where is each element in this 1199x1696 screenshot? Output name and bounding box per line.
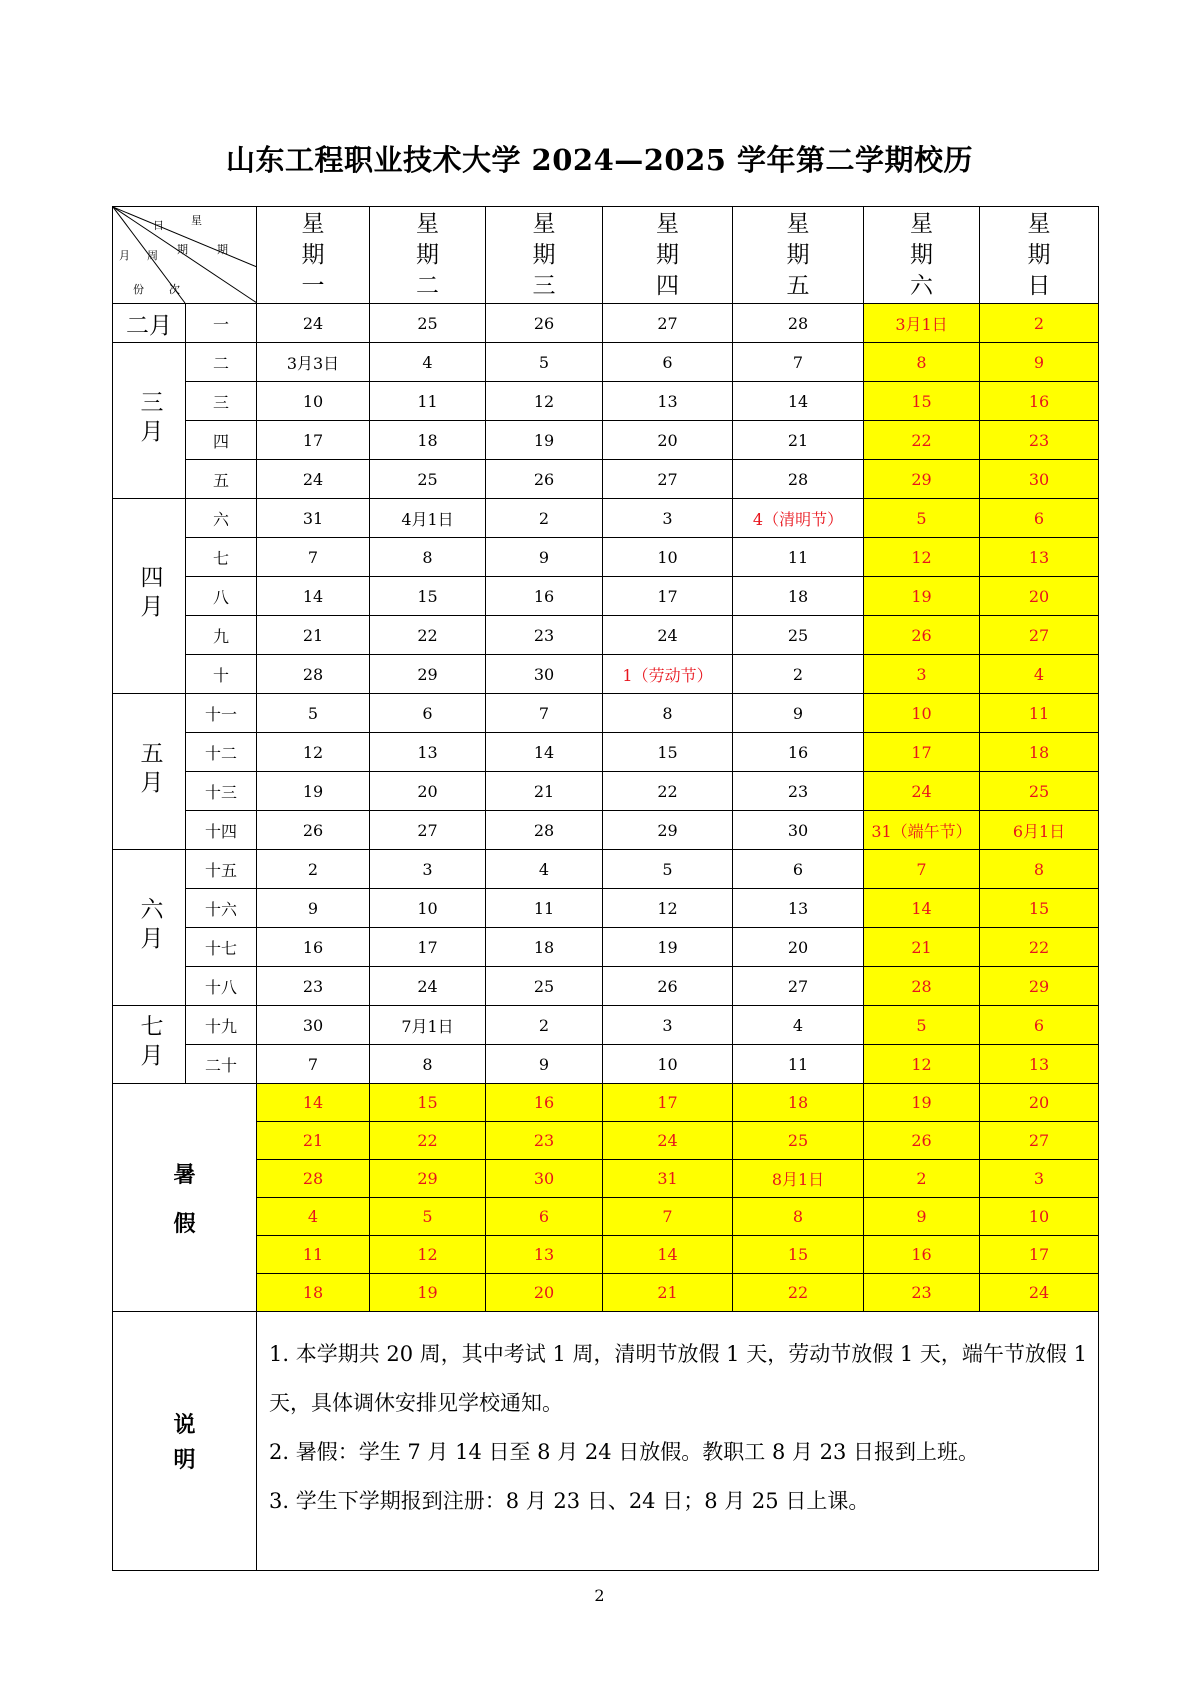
day-cell-sun: 25 bbox=[980, 772, 1099, 811]
summer-day-cell: 23 bbox=[864, 1274, 980, 1312]
day-cell-mon: 23 bbox=[257, 967, 370, 1006]
day-cell-thu: 3 bbox=[603, 499, 733, 538]
weekday-header-sun: 星 期 日 bbox=[980, 207, 1099, 304]
corner-header-cell bbox=[113, 207, 257, 304]
month-label-cell bbox=[113, 343, 186, 499]
day-cell-thu: 8 bbox=[603, 694, 733, 733]
note-item: 1. 本学期共 20 周，其中考试 1 周，清明节放假 1 天，劳动节放假 1 天，端午节放假 1 天，具体调休安排见学校通知。 bbox=[269, 1342, 1087, 1415]
week-number: 十六 bbox=[186, 889, 257, 928]
day-cell-thu: 20 bbox=[603, 421, 733, 460]
month-label-cell bbox=[113, 1006, 186, 1084]
day-cell-fri: 9 bbox=[733, 694, 864, 733]
day-cell-fri: 20 bbox=[733, 928, 864, 967]
week-number: 十 bbox=[186, 655, 257, 694]
day-cell-thu: 17 bbox=[603, 577, 733, 616]
summer-row bbox=[113, 1084, 1099, 1122]
day-cell-fri: 11 bbox=[733, 538, 864, 577]
week-number: 十三 bbox=[186, 772, 257, 811]
corner-label: 月 bbox=[119, 249, 130, 262]
week-number: 十二 bbox=[186, 733, 257, 772]
week-number: 九 bbox=[186, 616, 257, 655]
notes-label: 明 bbox=[173, 1447, 196, 1473]
week-number: 十九 bbox=[186, 1006, 257, 1045]
week-row bbox=[113, 811, 1099, 850]
day-cell-fri: 4 bbox=[733, 1006, 864, 1045]
day-cell-mon: 7 bbox=[257, 538, 370, 577]
day-cell-fri: 28 bbox=[733, 460, 864, 499]
day-cell-sat: 12 bbox=[864, 1045, 980, 1084]
day-cell-sun: 27 bbox=[980, 616, 1099, 655]
day-cell-wed: 2 bbox=[486, 499, 603, 538]
summer-day-cell: 8月1日 bbox=[733, 1160, 864, 1198]
day-cell-sat: 21 bbox=[864, 928, 980, 967]
page-title: 山东工程职业技术大学 2024—2025 学年第二学期校历 bbox=[225, 143, 974, 177]
summer-day-cell: 9 bbox=[864, 1198, 980, 1236]
week-row bbox=[113, 850, 1099, 889]
summer-label: 暑 bbox=[173, 1161, 196, 1188]
day-cell-fri: 16 bbox=[733, 733, 864, 772]
day-cell-sun: 13 bbox=[980, 1045, 1099, 1084]
summer-day-cell: 25 bbox=[733, 1122, 864, 1160]
day-cell-sun: 11 bbox=[980, 694, 1099, 733]
summer-day-cell: 24 bbox=[980, 1274, 1099, 1312]
day-cell-mon: 24 bbox=[257, 460, 370, 499]
week-number: 三 bbox=[186, 382, 257, 421]
day-cell-mon: 28 bbox=[257, 655, 370, 694]
day-cell-tue: 25 bbox=[370, 304, 486, 343]
summer-day-cell: 27 bbox=[980, 1122, 1099, 1160]
summer-day-cell: 18 bbox=[257, 1274, 370, 1312]
corner-label: 日 bbox=[153, 219, 164, 232]
week-number: 七 bbox=[186, 538, 257, 577]
month-label: 七月 bbox=[136, 1013, 163, 1072]
summer-day-cell: 3 bbox=[980, 1160, 1099, 1198]
week-row bbox=[113, 382, 1099, 421]
month-label-cell bbox=[113, 499, 186, 694]
summer-day-cell: 29 bbox=[370, 1160, 486, 1198]
day-cell-tue: 20 bbox=[370, 772, 486, 811]
day-cell-thu: 27 bbox=[603, 460, 733, 499]
week-row bbox=[113, 733, 1099, 772]
day-cell-sat: 5 bbox=[864, 499, 980, 538]
day-cell-wed: 12 bbox=[486, 382, 603, 421]
day-cell-sun: 8 bbox=[980, 850, 1099, 889]
day-cell-wed: 7 bbox=[486, 694, 603, 733]
summer-day-cell: 2 bbox=[864, 1160, 980, 1198]
day-cell-sat: 7 bbox=[864, 850, 980, 889]
summer-day-cell: 11 bbox=[257, 1236, 370, 1274]
week-row bbox=[113, 772, 1099, 811]
summer-day-cell: 18 bbox=[733, 1084, 864, 1122]
day-cell-mon: 16 bbox=[257, 928, 370, 967]
day-cell-sun: 6月1日 bbox=[980, 811, 1099, 850]
day-cell-thu: 27 bbox=[603, 304, 733, 343]
summer-day-cell: 31 bbox=[603, 1160, 733, 1198]
day-cell-sat: 22 bbox=[864, 421, 980, 460]
day-cell-tue: 6 bbox=[370, 694, 486, 733]
day-cell-tue: 27 bbox=[370, 811, 486, 850]
day-cell-sun: 2 bbox=[980, 304, 1099, 343]
day-cell-fri: 4（清明节） bbox=[733, 499, 864, 538]
weekday-header-fri: 星 期 五 bbox=[733, 207, 864, 304]
summer-day-cell: 22 bbox=[733, 1274, 864, 1312]
notes-row bbox=[113, 1312, 1099, 1571]
summer-day-cell: 21 bbox=[603, 1274, 733, 1312]
day-cell-tue: 10 bbox=[370, 889, 486, 928]
day-cell-thu: 24 bbox=[603, 616, 733, 655]
corner-label: 星 bbox=[191, 214, 202, 227]
day-cell-sat: 3 bbox=[864, 655, 980, 694]
corner-label: 期 bbox=[177, 243, 188, 256]
day-cell-mon: 2 bbox=[257, 850, 370, 889]
summer-row bbox=[113, 1160, 1099, 1198]
day-cell-fri: 30 bbox=[733, 811, 864, 850]
week-row bbox=[113, 928, 1099, 967]
day-cell-sun: 23 bbox=[980, 421, 1099, 460]
summer-day-cell: 5 bbox=[370, 1198, 486, 1236]
week-row bbox=[113, 655, 1099, 694]
day-cell-mon: 24 bbox=[257, 304, 370, 343]
day-cell-thu: 15 bbox=[603, 733, 733, 772]
day-cell-sat: 10 bbox=[864, 694, 980, 733]
month-label-cell bbox=[113, 694, 186, 850]
month-label: 四月 bbox=[136, 565, 163, 623]
page-number: 2 bbox=[594, 1586, 605, 1605]
day-cell-tue: 7月1日 bbox=[370, 1006, 486, 1045]
day-cell-mon: 9 bbox=[257, 889, 370, 928]
week-row bbox=[113, 694, 1099, 733]
day-cell-sat: 28 bbox=[864, 967, 980, 1006]
day-cell-tue: 4 bbox=[370, 343, 486, 382]
day-cell-wed: 25 bbox=[486, 967, 603, 1006]
summer-day-cell: 14 bbox=[257, 1084, 370, 1122]
day-cell-tue: 22 bbox=[370, 616, 486, 655]
day-cell-thu: 13 bbox=[603, 382, 733, 421]
day-cell-fri: 23 bbox=[733, 772, 864, 811]
week-row bbox=[113, 1045, 1099, 1084]
day-cell-tue: 8 bbox=[370, 538, 486, 577]
day-cell-sun: 22 bbox=[980, 928, 1099, 967]
week-row bbox=[113, 343, 1099, 382]
summer-day-cell: 26 bbox=[864, 1122, 980, 1160]
school-calendar-table bbox=[112, 206, 1099, 1571]
week-row bbox=[113, 616, 1099, 655]
corner-label: 次 bbox=[169, 283, 180, 296]
summer-day-cell: 15 bbox=[733, 1236, 864, 1274]
day-cell-wed: 18 bbox=[486, 928, 603, 967]
day-cell-thu: 3 bbox=[603, 1006, 733, 1045]
summer-row bbox=[113, 1198, 1099, 1236]
day-cell-mon: 10 bbox=[257, 382, 370, 421]
day-cell-tue: 18 bbox=[370, 421, 486, 460]
day-cell-tue: 4月1日 bbox=[370, 499, 486, 538]
corner-label: 周 bbox=[147, 249, 158, 262]
day-cell-sat: 17 bbox=[864, 733, 980, 772]
week-row bbox=[113, 304, 1099, 343]
day-cell-fri: 28 bbox=[733, 304, 864, 343]
day-cell-thu: 1（劳动节） bbox=[603, 655, 733, 694]
day-cell-sat: 14 bbox=[864, 889, 980, 928]
day-cell-wed: 5 bbox=[486, 343, 603, 382]
week-number: 五 bbox=[186, 460, 257, 499]
day-cell-sun: 9 bbox=[980, 343, 1099, 382]
summer-day-cell: 30 bbox=[486, 1160, 603, 1198]
day-cell-wed: 16 bbox=[486, 577, 603, 616]
weekday-header-wed: 星 期 三 bbox=[486, 207, 603, 304]
day-cell-mon: 5 bbox=[257, 694, 370, 733]
summer-day-cell: 16 bbox=[486, 1084, 603, 1122]
day-cell-thu: 19 bbox=[603, 928, 733, 967]
day-cell-fri: 7 bbox=[733, 343, 864, 382]
day-cell-mon: 31 bbox=[257, 499, 370, 538]
summer-day-cell: 6 bbox=[486, 1198, 603, 1236]
summer-day-cell: 23 bbox=[486, 1122, 603, 1160]
summer-day-cell: 28 bbox=[257, 1160, 370, 1198]
day-cell-mon: 17 bbox=[257, 421, 370, 460]
corner-label: 期 bbox=[217, 243, 228, 256]
day-cell-sat: 19 bbox=[864, 577, 980, 616]
day-cell-fri: 13 bbox=[733, 889, 864, 928]
summer-day-cell: 20 bbox=[486, 1274, 603, 1312]
notes-label: 说 bbox=[173, 1412, 196, 1438]
note-item: 2. 暑假：学生 7 月 14 日至 8 月 24 日放假。教职工 8 月 23 日报到上班。 bbox=[269, 1440, 980, 1464]
month-label: 二月 bbox=[126, 312, 172, 339]
summer-label-cell bbox=[113, 1084, 257, 1312]
day-cell-mon: 12 bbox=[257, 733, 370, 772]
day-cell-sun: 4 bbox=[980, 655, 1099, 694]
weekday-header-thu: 星 期 四 bbox=[603, 207, 733, 304]
day-cell-fri: 27 bbox=[733, 967, 864, 1006]
weekday-header-mon: 星 期 一 bbox=[257, 207, 370, 304]
week-number: 十一 bbox=[186, 694, 257, 733]
day-cell-fri: 6 bbox=[733, 850, 864, 889]
day-cell-sun: 13 bbox=[980, 538, 1099, 577]
day-cell-fri: 25 bbox=[733, 616, 864, 655]
week-row bbox=[113, 499, 1099, 538]
week-number: 十八 bbox=[186, 967, 257, 1006]
day-cell-wed: 30 bbox=[486, 655, 603, 694]
day-cell-wed: 4 bbox=[486, 850, 603, 889]
summer-day-cell: 7 bbox=[603, 1198, 733, 1236]
day-cell-sun: 6 bbox=[980, 499, 1099, 538]
day-cell-fri: 14 bbox=[733, 382, 864, 421]
summer-day-cell: 13 bbox=[486, 1236, 603, 1274]
summer-day-cell: 22 bbox=[370, 1122, 486, 1160]
summer-day-cell: 17 bbox=[603, 1084, 733, 1122]
week-row bbox=[113, 538, 1099, 577]
day-cell-tue: 25 bbox=[370, 460, 486, 499]
day-cell-tue: 15 bbox=[370, 577, 486, 616]
day-cell-tue: 24 bbox=[370, 967, 486, 1006]
day-cell-thu: 26 bbox=[603, 967, 733, 1006]
day-cell-fri: 11 bbox=[733, 1045, 864, 1084]
day-cell-mon: 3月3日 bbox=[257, 343, 370, 382]
day-cell-sat: 8 bbox=[864, 343, 980, 382]
day-cell-mon: 21 bbox=[257, 616, 370, 655]
week-number: 十五 bbox=[186, 850, 257, 889]
weekday-header-sat: 星 期 六 bbox=[864, 207, 980, 304]
summer-row bbox=[113, 1236, 1099, 1274]
week-number: 十四 bbox=[186, 811, 257, 850]
day-cell-wed: 28 bbox=[486, 811, 603, 850]
day-cell-sun: 29 bbox=[980, 967, 1099, 1006]
week-row bbox=[113, 460, 1099, 499]
day-cell-fri: 21 bbox=[733, 421, 864, 460]
weekday-header-tue: 星 期 二 bbox=[370, 207, 486, 304]
day-cell-sat: 29 bbox=[864, 460, 980, 499]
day-cell-mon: 30 bbox=[257, 1006, 370, 1045]
day-cell-wed: 9 bbox=[486, 538, 603, 577]
week-number: 二 bbox=[186, 343, 257, 382]
summer-day-cell: 15 bbox=[370, 1084, 486, 1122]
summer-day-cell: 10 bbox=[980, 1198, 1099, 1236]
day-cell-thu: 22 bbox=[603, 772, 733, 811]
day-cell-sat: 31（端午节） bbox=[864, 811, 980, 850]
summer-row bbox=[113, 1122, 1099, 1160]
day-cell-mon: 26 bbox=[257, 811, 370, 850]
month-label: 五月 bbox=[136, 740, 163, 799]
day-cell-sun: 16 bbox=[980, 382, 1099, 421]
week-number: 四 bbox=[186, 421, 257, 460]
day-cell-thu: 10 bbox=[603, 538, 733, 577]
day-cell-thu: 12 bbox=[603, 889, 733, 928]
day-cell-sat: 24 bbox=[864, 772, 980, 811]
summer-day-cell: 19 bbox=[864, 1084, 980, 1122]
day-cell-sat: 5 bbox=[864, 1006, 980, 1045]
month-label: 三月 bbox=[136, 389, 163, 448]
week-number: 八 bbox=[186, 577, 257, 616]
day-cell-thu: 5 bbox=[603, 850, 733, 889]
summer-day-cell: 14 bbox=[603, 1236, 733, 1274]
notes-label-cell bbox=[113, 1312, 257, 1571]
day-cell-tue: 8 bbox=[370, 1045, 486, 1084]
day-cell-thu: 6 bbox=[603, 343, 733, 382]
day-cell-wed: 19 bbox=[486, 421, 603, 460]
day-cell-sat: 15 bbox=[864, 382, 980, 421]
day-cell-wed: 23 bbox=[486, 616, 603, 655]
day-cell-sun: 15 bbox=[980, 889, 1099, 928]
day-cell-wed: 2 bbox=[486, 1006, 603, 1045]
day-cell-mon: 19 bbox=[257, 772, 370, 811]
day-cell-fri: 2 bbox=[733, 655, 864, 694]
day-cell-wed: 11 bbox=[486, 889, 603, 928]
day-cell-wed: 9 bbox=[486, 1045, 603, 1084]
corner-label: 份 bbox=[133, 283, 144, 296]
week-row bbox=[113, 577, 1099, 616]
month-label-cell bbox=[113, 304, 186, 343]
day-cell-sun: 18 bbox=[980, 733, 1099, 772]
week-row bbox=[113, 889, 1099, 928]
note-item: 3. 学生下学期报到注册：8 月 23 日、24 日；8 月 25 日上课。 bbox=[269, 1489, 870, 1513]
summer-day-cell: 17 bbox=[980, 1236, 1099, 1274]
day-cell-wed: 21 bbox=[486, 772, 603, 811]
month-label-cell bbox=[113, 850, 186, 1006]
week-number: 十七 bbox=[186, 928, 257, 967]
week-row bbox=[113, 421, 1099, 460]
day-cell-fri: 18 bbox=[733, 577, 864, 616]
day-cell-tue: 29 bbox=[370, 655, 486, 694]
summer-day-cell: 16 bbox=[864, 1236, 980, 1274]
day-cell-sun: 6 bbox=[980, 1006, 1099, 1045]
day-cell-thu: 29 bbox=[603, 811, 733, 850]
summer-day-cell: 20 bbox=[980, 1084, 1099, 1122]
day-cell-sun: 30 bbox=[980, 460, 1099, 499]
calendar-body bbox=[113, 207, 1099, 1571]
week-number: 六 bbox=[186, 499, 257, 538]
month-label: 六月 bbox=[136, 896, 163, 955]
day-cell-tue: 11 bbox=[370, 382, 486, 421]
day-cell-tue: 17 bbox=[370, 928, 486, 967]
summer-label: 假 bbox=[173, 1210, 196, 1237]
day-cell-wed: 26 bbox=[486, 460, 603, 499]
week-row bbox=[113, 967, 1099, 1006]
summer-day-cell: 21 bbox=[257, 1122, 370, 1160]
day-cell-mon: 14 bbox=[257, 577, 370, 616]
day-cell-tue: 13 bbox=[370, 733, 486, 772]
day-cell-tue: 3 bbox=[370, 850, 486, 889]
day-cell-wed: 26 bbox=[486, 304, 603, 343]
summer-day-cell: 8 bbox=[733, 1198, 864, 1236]
notes-content bbox=[257, 1312, 1099, 1571]
day-cell-sat: 12 bbox=[864, 538, 980, 577]
day-cell-sat: 26 bbox=[864, 616, 980, 655]
week-number: 二十 bbox=[186, 1045, 257, 1084]
summer-day-cell: 4 bbox=[257, 1198, 370, 1236]
day-cell-wed: 14 bbox=[486, 733, 603, 772]
day-cell-sat: 3月1日 bbox=[864, 304, 980, 343]
summer-day-cell: 19 bbox=[370, 1274, 486, 1312]
week-row bbox=[113, 1006, 1099, 1045]
header-row bbox=[113, 207, 1099, 304]
summer-day-cell: 24 bbox=[603, 1122, 733, 1160]
day-cell-sun: 20 bbox=[980, 577, 1099, 616]
day-cell-mon: 7 bbox=[257, 1045, 370, 1084]
summer-row bbox=[113, 1274, 1099, 1312]
summer-day-cell: 12 bbox=[370, 1236, 486, 1274]
day-cell-thu: 10 bbox=[603, 1045, 733, 1084]
week-number: 一 bbox=[186, 304, 257, 343]
